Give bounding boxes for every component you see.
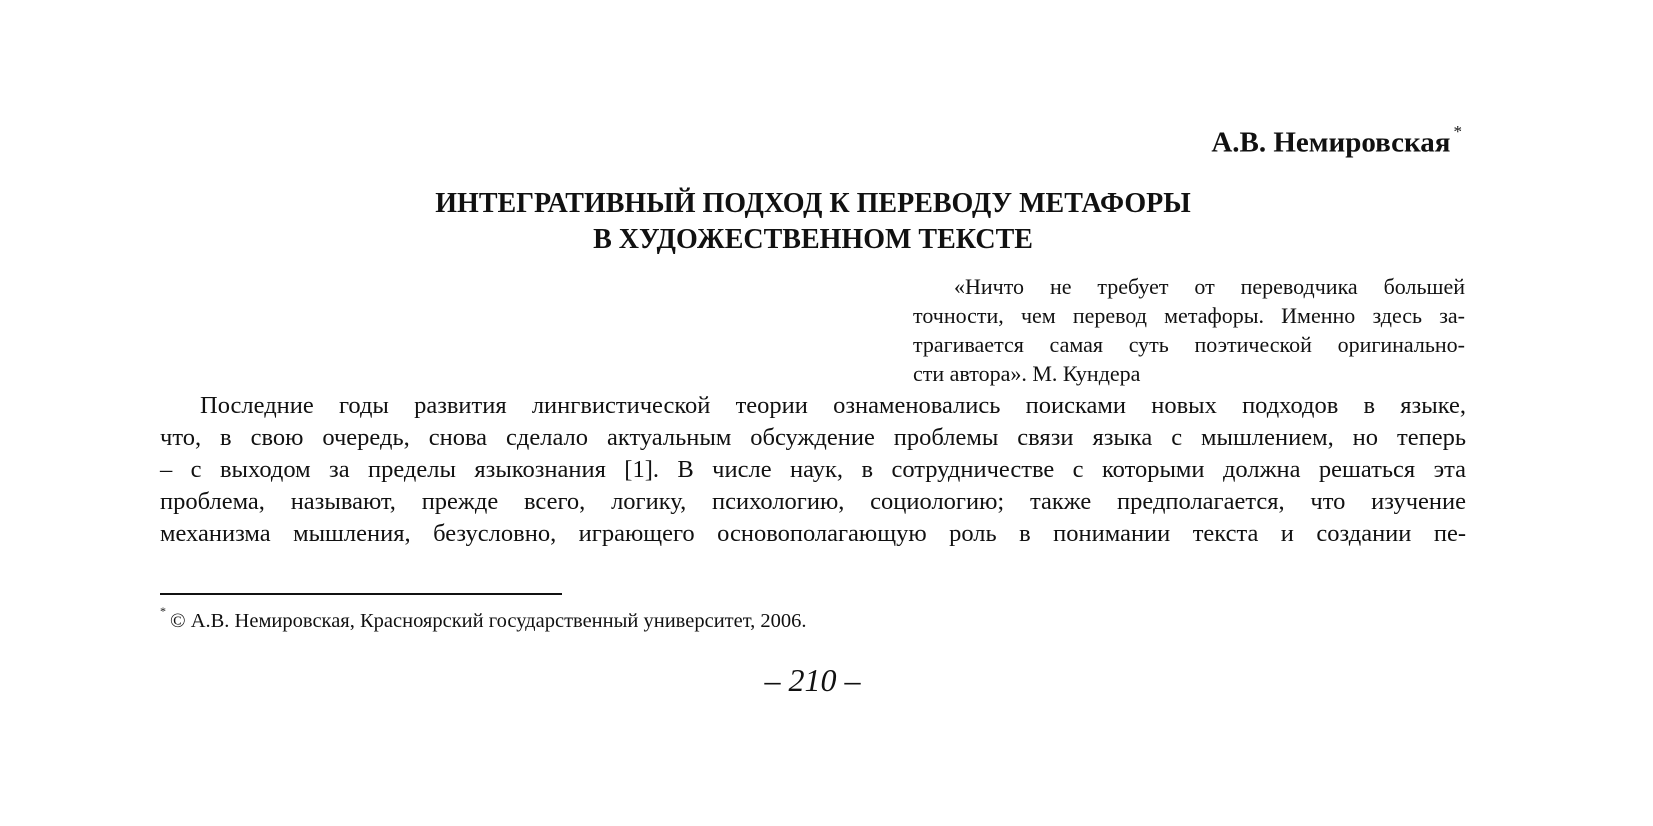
article-title xyxy=(160,186,1466,258)
body-line: механизма мышления, безусловно, играющего основополагающую роль в понимании текста и создании пе- xyxy=(160,520,1466,547)
epigraph-line: трагивается самая суть поэтической оригинально- xyxy=(913,332,1465,357)
body-line: Последние годы развития лингвистической теории ознаменовались поисками новых подходов в языке, xyxy=(200,392,1466,419)
author-name-text: А.В. Немировская xyxy=(1211,126,1451,159)
footnote-text: © А.В. Немировская, Красноярский государственный университет, 2006. xyxy=(170,609,807,632)
page-number: – 210 – xyxy=(764,662,861,698)
body-line: – с выходом за пределы языкознания [1]. В числе наук, в сотрудничестве с которыми должна решаться эта xyxy=(160,456,1466,483)
footnote xyxy=(160,604,807,633)
epigraph-line: «Ничто не требует от переводчика большей xyxy=(954,274,1465,299)
body-line: проблема, называют, прежде всего, логику, психологию, социологию; также предполагается, что изучение xyxy=(160,488,1466,515)
epigraph-line: точности, чем перевод метафоры. Именно здесь за- xyxy=(913,303,1465,328)
article-title-line-2: В ХУДОЖЕСТВЕННОМ ТЕКСТЕ xyxy=(593,224,1033,255)
footnote-divider xyxy=(160,593,562,595)
author-name xyxy=(1211,122,1462,160)
epigraph-line: сти автора». М. Кундера xyxy=(913,361,1141,386)
body-paragraph xyxy=(160,390,1466,550)
article-title-line-1: ИНТЕГРАТИВНЫЙ ПОДХОД К ПЕРЕВОДУ МЕТАФОРЫ xyxy=(435,188,1191,219)
footnote-mark: * xyxy=(160,604,166,618)
author-footnote-mark: * xyxy=(1453,122,1462,141)
epigraph xyxy=(913,272,1465,388)
body-line: что, в свою очередь, снова сделало актуальным обсуждение проблемы связи языка с мышлением, но теперь xyxy=(160,424,1466,451)
